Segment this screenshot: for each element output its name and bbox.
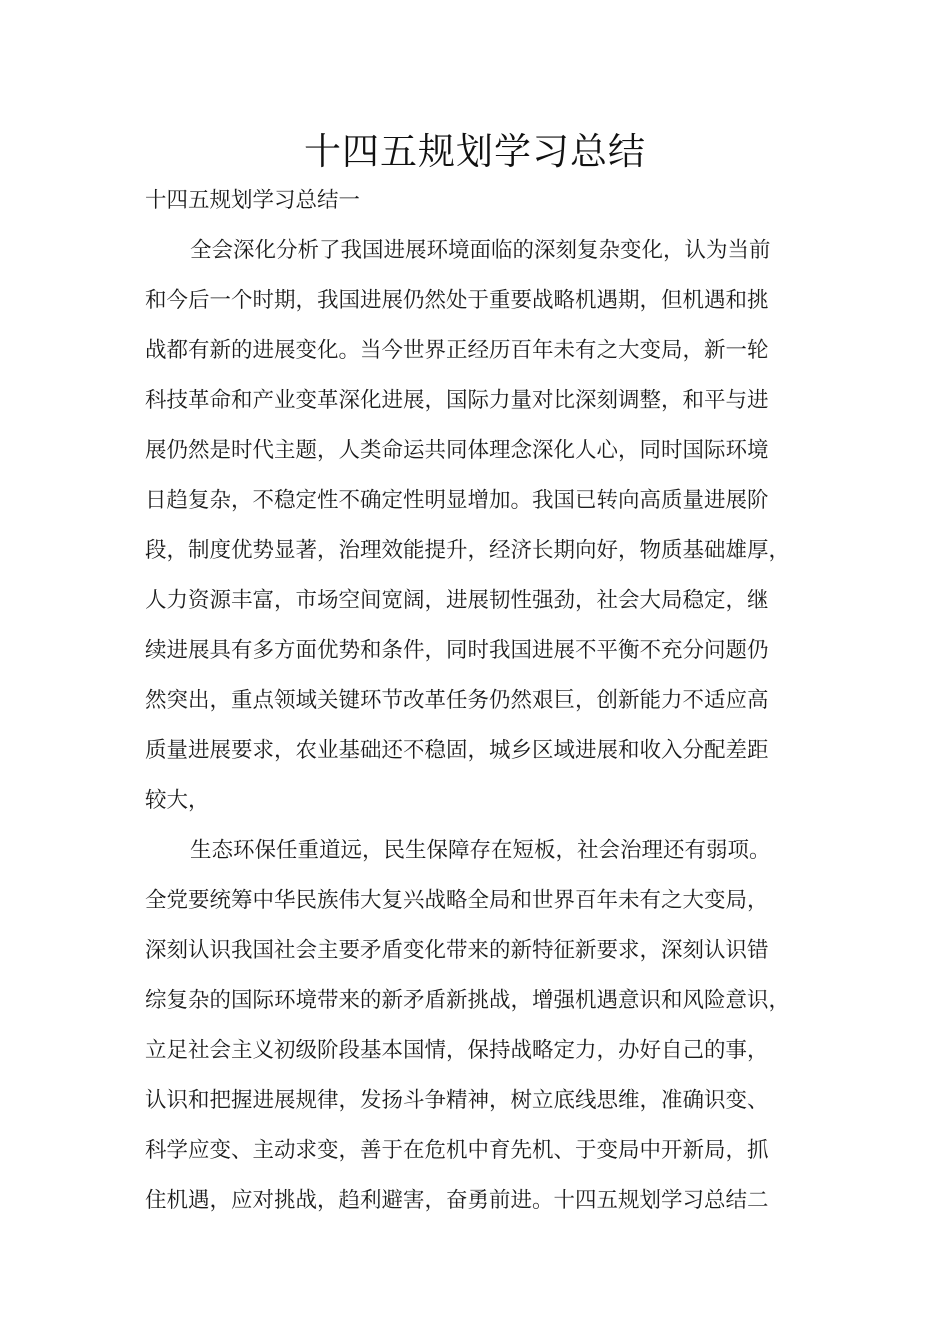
section-heading: 十四五规划学习总结一 — [145, 188, 361, 213]
paragraph-2-line: 住机遇，应对挑战，趋利避害，奋勇前进。十四五规划学习总结二 — [145, 1188, 769, 1213]
paragraph-1-line: 然突出，重点领域关键环节改革任务仍然艰巨，创新能力不适应高 — [145, 688, 769, 713]
paragraph-1-line: 续进展具有多方面优势和条件，同时我国进展不平衡不充分问题仍 — [145, 638, 769, 663]
paragraph-1-line: 展仍然是时代主题，人类命运共同体理念深化人心，同时国际环境 — [145, 438, 769, 463]
paragraph-2-line: 全党要统筹中华民族伟大复兴战略全局和世界百年未有之大变局， — [145, 888, 769, 913]
paragraph-1-line: 全会深化分析了我国进展环境面临的深刻复杂变化，认为当前 — [190, 238, 771, 263]
paragraph-2-line: 认识和把握进展规律，发扬斗争精神，树立底线思维，准确识变、 — [145, 1088, 769, 1113]
paragraph-1-line: 战都有新的进展变化。当今世界正经历百年未有之大变局，新一轮 — [145, 338, 769, 363]
paragraph-1-line: 质量进展要求，农业基础还不稳固，城乡区域进展和收入分配差距 — [145, 738, 769, 763]
paragraph-2-line: 立足社会主义初级阶段基本国情，保持战略定力，办好自己的事， — [145, 1038, 769, 1063]
paragraph-1-line: 日趋复杂，不稳定性不确定性明显增加。我国已转向高质量进展阶 — [145, 488, 769, 513]
paragraph-1-line: 科技革命和产业变革深化进展，国际力量对比深刻调整，和平与进 — [145, 388, 769, 413]
paragraph-1-line: 和今后一个时期，我国进展仍然处于重要战略机遇期，但机遇和挑 — [145, 288, 769, 313]
paragraph-1-line: 较大， — [145, 788, 210, 813]
paragraph-2-line: 生态环保任重道远，民生保障存在短板，社会治理还有弱项。 — [190, 838, 771, 863]
paragraph-2-line: 综复杂的国际环境带来的新矛盾新挑战，增强机遇意识和风险意识， — [145, 988, 791, 1013]
paragraph-2-line: 深刻认识我国社会主要矛盾变化带来的新特征新要求，深刻认识错 — [145, 938, 769, 963]
paragraph-2-line: 科学应变、主动求变，善于在危机中育先机、于变局中开新局，抓 — [145, 1138, 769, 1163]
document-title: 十四五规划学习总结 — [304, 130, 646, 173]
paragraph-1-line: 段，制度优势显著，治理效能提升，经济长期向好，物质基础雄厚， — [145, 538, 791, 563]
paragraph-1-line: 人力资源丰富，市场空间宽阔，进展韧性强劲，社会大局稳定，继 — [145, 588, 769, 613]
